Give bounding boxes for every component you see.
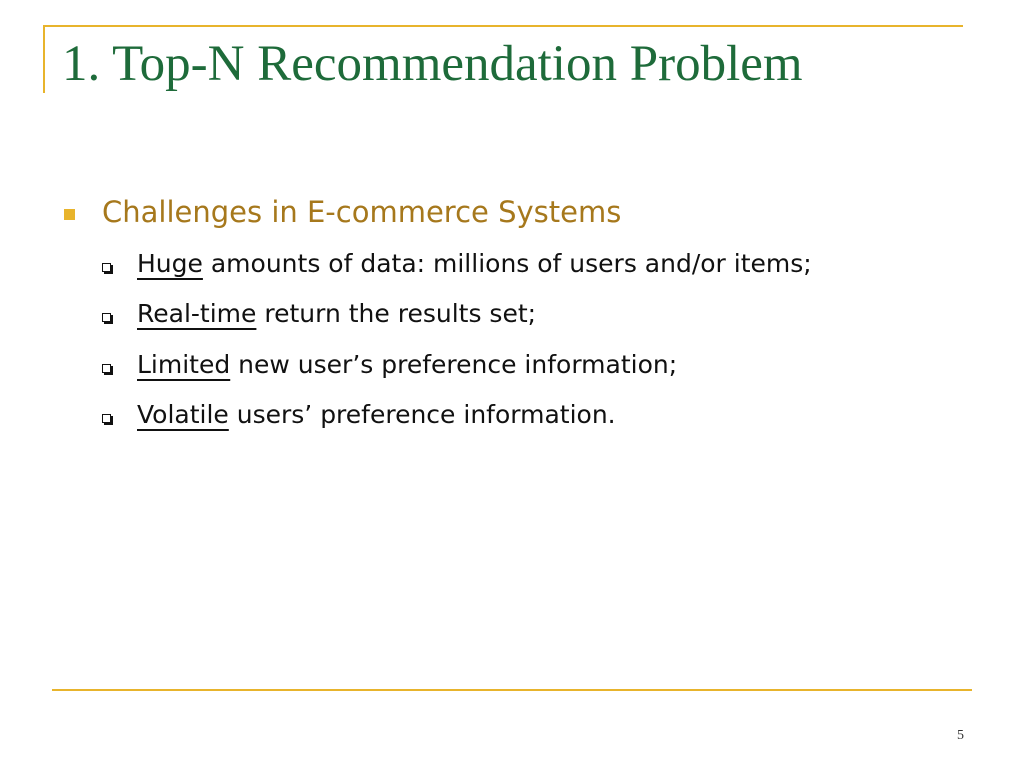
sub-bullet-text: users’ preference information. bbox=[228, 400, 616, 430]
hollow-square-bullet-icon bbox=[102, 313, 111, 322]
hollow-square-bullet-icon bbox=[102, 364, 111, 373]
hollow-square-bullet-icon bbox=[102, 414, 111, 423]
sub-bullet-text: return the results set; bbox=[256, 299, 537, 329]
title-frame-left-line bbox=[43, 25, 45, 93]
sub-bullet-limited bbox=[99, 349, 992, 382]
filled-square-bullet-icon bbox=[64, 209, 75, 220]
sub-bullet-volatile bbox=[99, 399, 992, 432]
sub-bullet-text: new user’s preference information; bbox=[230, 349, 678, 379]
sub-bullet-keyword: Volatile bbox=[137, 400, 229, 430]
sub-bullet-huge bbox=[99, 248, 992, 281]
bullet-heading bbox=[62, 195, 992, 230]
bullet-heading-text: Challenges in E-commerce Systems bbox=[102, 195, 622, 229]
sub-bullet-keyword: Limited bbox=[137, 349, 231, 379]
footer-divider-line bbox=[52, 689, 972, 691]
page-number: 5 bbox=[957, 728, 964, 743]
slide-content bbox=[62, 195, 992, 432]
hollow-square-bullet-icon bbox=[102, 263, 111, 272]
sub-bullet-real-time bbox=[99, 298, 992, 331]
sub-bullet-keyword: Huge bbox=[137, 248, 203, 278]
sub-bullet-keyword: Real-time bbox=[137, 299, 257, 329]
slide-title: 1. Top-N Recommendation Problem bbox=[62, 36, 803, 92]
sub-bullet-text: amounts of data: millions of users and/or items; bbox=[202, 248, 812, 278]
title-frame-top-line bbox=[43, 25, 963, 27]
